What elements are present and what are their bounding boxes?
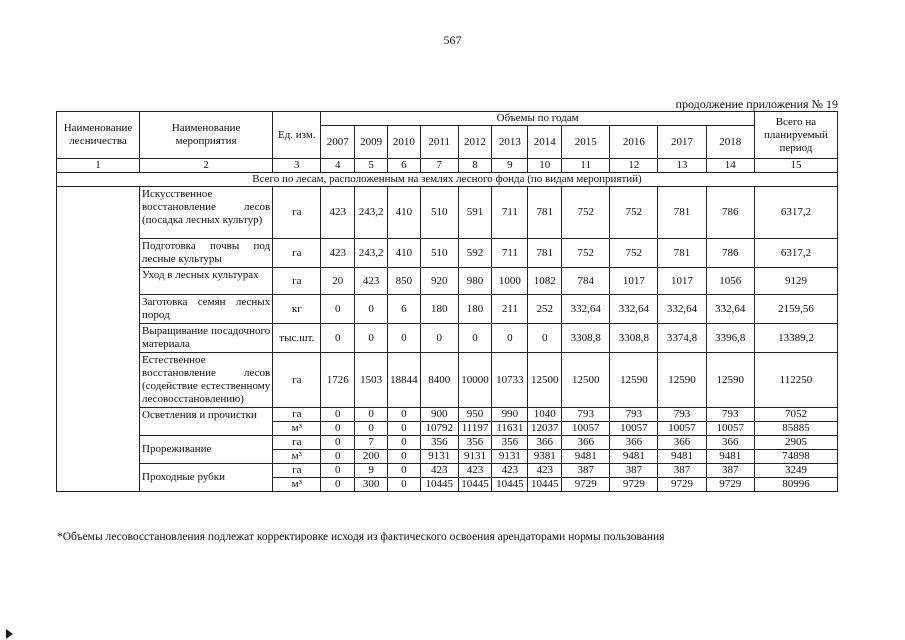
value-cell: 20: [321, 268, 355, 295]
value-cell: 752: [610, 187, 658, 239]
value-cell: 211: [492, 295, 528, 324]
value-cell: 7: [355, 436, 388, 450]
value-cell: 9729: [658, 478, 706, 492]
value-cell: 366: [528, 436, 562, 450]
value-cell: 0: [355, 408, 388, 422]
value-cell: 793: [562, 408, 610, 422]
table-row: [57, 187, 838, 239]
value-cell: 423: [492, 464, 528, 478]
unit-cell: га: [273, 408, 321, 422]
value-cell: 12590: [610, 353, 658, 408]
column-number: 4: [321, 159, 355, 173]
value-cell: 781: [528, 187, 562, 239]
value-cell: 423: [458, 464, 492, 478]
value-cell: 10445: [528, 478, 562, 492]
value-cell: 592: [458, 239, 492, 268]
value-cell: 423: [355, 268, 388, 295]
value-cell: 510: [420, 187, 458, 239]
value-cell: 10733: [492, 353, 528, 408]
value-cell: 0: [387, 478, 420, 492]
value-cell: 1056: [706, 268, 754, 295]
value-cell: 10792: [420, 422, 458, 436]
value-cell: 332,64: [562, 295, 610, 324]
value-cell: 920: [420, 268, 458, 295]
value-cell: 0: [321, 478, 355, 492]
total-cell: 7052: [754, 408, 837, 422]
column-number: 14: [706, 159, 754, 173]
value-cell: 356: [492, 436, 528, 450]
footnote: *Объемы лесовосстановления подлежат корректировке исходя из фактического освоения арендаторами нормы пользования: [57, 531, 665, 543]
value-cell: 591: [458, 187, 492, 239]
value-cell: 387: [562, 464, 610, 478]
total-cell: 2905: [754, 436, 837, 450]
forestry-cell-empty: [57, 187, 140, 492]
header-year: 2016: [610, 126, 658, 159]
value-cell: 3308,8: [562, 324, 610, 353]
header-year: 2014: [528, 126, 562, 159]
value-cell: 781: [658, 239, 706, 268]
value-cell: 9381: [528, 450, 562, 464]
value-cell: 410: [387, 239, 420, 268]
value-cell: 12590: [658, 353, 706, 408]
appendix-note: продолжение приложения № 19: [675, 97, 838, 111]
table-row: [57, 295, 838, 324]
activity-name: Проходные рубки: [140, 464, 273, 492]
value-cell: 0: [387, 422, 420, 436]
value-cell: 1726: [321, 353, 355, 408]
value-cell: 243,2: [355, 187, 388, 239]
value-cell: 1040: [528, 408, 562, 422]
value-cell: 6: [387, 295, 420, 324]
table-row: [57, 239, 838, 268]
value-cell: 980: [458, 268, 492, 295]
value-cell: 180: [458, 295, 492, 324]
value-cell: 786: [706, 239, 754, 268]
header-year: 2015: [562, 126, 610, 159]
header-year: 2007: [321, 126, 355, 159]
value-cell: 0: [321, 464, 355, 478]
section-title: Всего по лесам, расположенным на землях лесного фонда (по видам мероприятий): [57, 173, 838, 187]
value-cell: 387: [658, 464, 706, 478]
value-cell: 387: [610, 464, 658, 478]
column-number: 3: [273, 159, 321, 173]
total-cell: 112250: [754, 353, 837, 408]
value-cell: 0: [387, 450, 420, 464]
value-cell: 366: [562, 436, 610, 450]
activity-name: Выращивание посадочного материала: [140, 324, 273, 353]
column-number: 8: [458, 159, 492, 173]
header-year: 2018: [706, 126, 754, 159]
table-row: [57, 436, 838, 450]
value-cell: 1017: [610, 268, 658, 295]
value-cell: 1000: [492, 268, 528, 295]
header-volumes-by-year: Объемы по годам: [321, 112, 755, 126]
unit-cell: га: [273, 239, 321, 268]
value-cell: 11631: [492, 422, 528, 436]
value-cell: 0: [355, 422, 388, 436]
activity-name: Прореживание: [140, 436, 273, 464]
header-year: 2011: [420, 126, 458, 159]
value-cell: 950: [458, 408, 492, 422]
value-cell: 0: [321, 436, 355, 450]
activity-name: Заготовка семян лесных пород: [140, 295, 273, 324]
header-year: 2013: [492, 126, 528, 159]
value-cell: 0: [492, 324, 528, 353]
value-cell: 0: [528, 324, 562, 353]
header-activity: Наименование мероприятия: [140, 112, 273, 159]
value-cell: 0: [458, 324, 492, 353]
header-total: Всего на планируемый период: [754, 112, 837, 159]
unit-cell: га: [273, 187, 321, 239]
activity-name: Уход в лесных культурах: [140, 268, 273, 295]
column-number: 1: [57, 159, 140, 173]
value-cell: 0: [387, 324, 420, 353]
total-cell: 85885: [754, 422, 837, 436]
forest-restoration-table: [56, 111, 838, 492]
value-cell: 9481: [562, 450, 610, 464]
value-cell: 387: [706, 464, 754, 478]
header-year: 2017: [658, 126, 706, 159]
table-row: [57, 268, 838, 295]
value-cell: 900: [420, 408, 458, 422]
column-number: 5: [355, 159, 388, 173]
value-cell: 366: [610, 436, 658, 450]
value-cell: 0: [387, 464, 420, 478]
value-cell: 9131: [458, 450, 492, 464]
value-cell: 9481: [658, 450, 706, 464]
value-cell: 9131: [420, 450, 458, 464]
table-row: [57, 353, 838, 408]
value-cell: 10000: [458, 353, 492, 408]
value-cell: 0: [420, 324, 458, 353]
total-cell: 6317,2: [754, 187, 837, 239]
value-cell: 784: [562, 268, 610, 295]
value-cell: 990: [492, 408, 528, 422]
value-cell: 9729: [706, 478, 754, 492]
column-number: 13: [658, 159, 706, 173]
value-cell: 252: [528, 295, 562, 324]
value-cell: 11197: [458, 422, 492, 436]
column-number: 15: [754, 159, 837, 173]
unit-cell: м³: [273, 422, 321, 436]
unit-cell: га: [273, 436, 321, 450]
value-cell: 752: [562, 187, 610, 239]
value-cell: 10057: [562, 422, 610, 436]
column-number: 7: [420, 159, 458, 173]
value-cell: 0: [355, 295, 388, 324]
value-cell: 0: [321, 324, 355, 353]
unit-cell: га: [273, 268, 321, 295]
activity-name: Естественное восстановление лесов (содействие естественному лесовосстановлению): [140, 353, 273, 408]
value-cell: 10445: [458, 478, 492, 492]
value-cell: 332,64: [658, 295, 706, 324]
value-cell: 366: [658, 436, 706, 450]
header-forestry: Наименование лесничества: [57, 112, 140, 159]
value-cell: 200: [355, 450, 388, 464]
total-cell: 3249: [754, 464, 837, 478]
value-cell: 356: [458, 436, 492, 450]
column-number: 10: [528, 159, 562, 173]
value-cell: 423: [420, 464, 458, 478]
value-cell: 332,64: [610, 295, 658, 324]
value-cell: 10057: [706, 422, 754, 436]
header-year: 2012: [458, 126, 492, 159]
value-cell: 9: [355, 464, 388, 478]
value-cell: 18844: [387, 353, 420, 408]
value-cell: 366: [706, 436, 754, 450]
table-row: [57, 324, 838, 353]
value-cell: 711: [492, 187, 528, 239]
value-cell: 8400: [420, 353, 458, 408]
table-row: [57, 408, 838, 422]
value-cell: 0: [321, 295, 355, 324]
column-number: 2: [140, 159, 273, 173]
value-cell: 752: [562, 239, 610, 268]
page-corner-marker: [6, 629, 13, 639]
value-cell: 9729: [562, 478, 610, 492]
value-cell: 423: [321, 187, 355, 239]
activity-name: Искусственное восстановление лесов (посадка лесных культур): [140, 187, 273, 239]
value-cell: 0: [355, 324, 388, 353]
value-cell: 0: [387, 408, 420, 422]
value-cell: 781: [528, 239, 562, 268]
value-cell: 0: [321, 450, 355, 464]
value-cell: 3374,8: [658, 324, 706, 353]
value-cell: 12037: [528, 422, 562, 436]
value-cell: 356: [420, 436, 458, 450]
column-number: 12: [610, 159, 658, 173]
value-cell: 410: [387, 187, 420, 239]
header-year: 2010: [387, 126, 420, 159]
page-number: 567: [443, 33, 462, 47]
total-cell: 80996: [754, 478, 837, 492]
value-cell: 180: [420, 295, 458, 324]
table-row: [57, 464, 838, 478]
activity-name: Осветления и прочистки: [140, 408, 273, 436]
header-unit: Ед. изм.: [273, 112, 321, 159]
unit-cell: тыс.шт.: [273, 324, 321, 353]
value-cell: 12590: [706, 353, 754, 408]
value-cell: 510: [420, 239, 458, 268]
header-year: 2009: [355, 126, 388, 159]
value-cell: 9481: [610, 450, 658, 464]
value-cell: 10445: [492, 478, 528, 492]
column-number: 9: [492, 159, 528, 173]
value-cell: 1503: [355, 353, 388, 408]
value-cell: 10445: [420, 478, 458, 492]
value-cell: 1017: [658, 268, 706, 295]
value-cell: 793: [706, 408, 754, 422]
activity-name: Подготовка почвы под лесные культуры: [140, 239, 273, 268]
value-cell: 12500: [562, 353, 610, 408]
value-cell: 9481: [706, 450, 754, 464]
total-cell: 13389,2: [754, 324, 837, 353]
column-number: 6: [387, 159, 420, 173]
value-cell: 850: [387, 268, 420, 295]
value-cell: 9131: [492, 450, 528, 464]
value-cell: 793: [610, 408, 658, 422]
value-cell: 0: [387, 436, 420, 450]
value-cell: 781: [658, 187, 706, 239]
value-cell: 10057: [658, 422, 706, 436]
value-cell: 793: [658, 408, 706, 422]
value-cell: 752: [610, 239, 658, 268]
total-cell: 6317,2: [754, 239, 837, 268]
total-cell: 9129: [754, 268, 837, 295]
value-cell: 423: [321, 239, 355, 268]
value-cell: 12500: [528, 353, 562, 408]
unit-cell: кг: [273, 295, 321, 324]
value-cell: 9729: [610, 478, 658, 492]
value-cell: 300: [355, 478, 388, 492]
value-cell: 711: [492, 239, 528, 268]
column-number: 11: [562, 159, 610, 173]
value-cell: 3396,8: [706, 324, 754, 353]
total-cell: 2159,56: [754, 295, 837, 324]
unit-cell: га: [273, 464, 321, 478]
value-cell: 243,2: [355, 239, 388, 268]
value-cell: 423: [528, 464, 562, 478]
total-cell: 74898: [754, 450, 837, 464]
value-cell: 0: [321, 422, 355, 436]
value-cell: 332,64: [706, 295, 754, 324]
value-cell: 1082: [528, 268, 562, 295]
value-cell: 10057: [610, 422, 658, 436]
unit-cell: м³: [273, 450, 321, 464]
value-cell: 0: [321, 408, 355, 422]
value-cell: 3308,8: [610, 324, 658, 353]
value-cell: 786: [706, 187, 754, 239]
unit-cell: га: [273, 353, 321, 408]
unit-cell: м³: [273, 478, 321, 492]
